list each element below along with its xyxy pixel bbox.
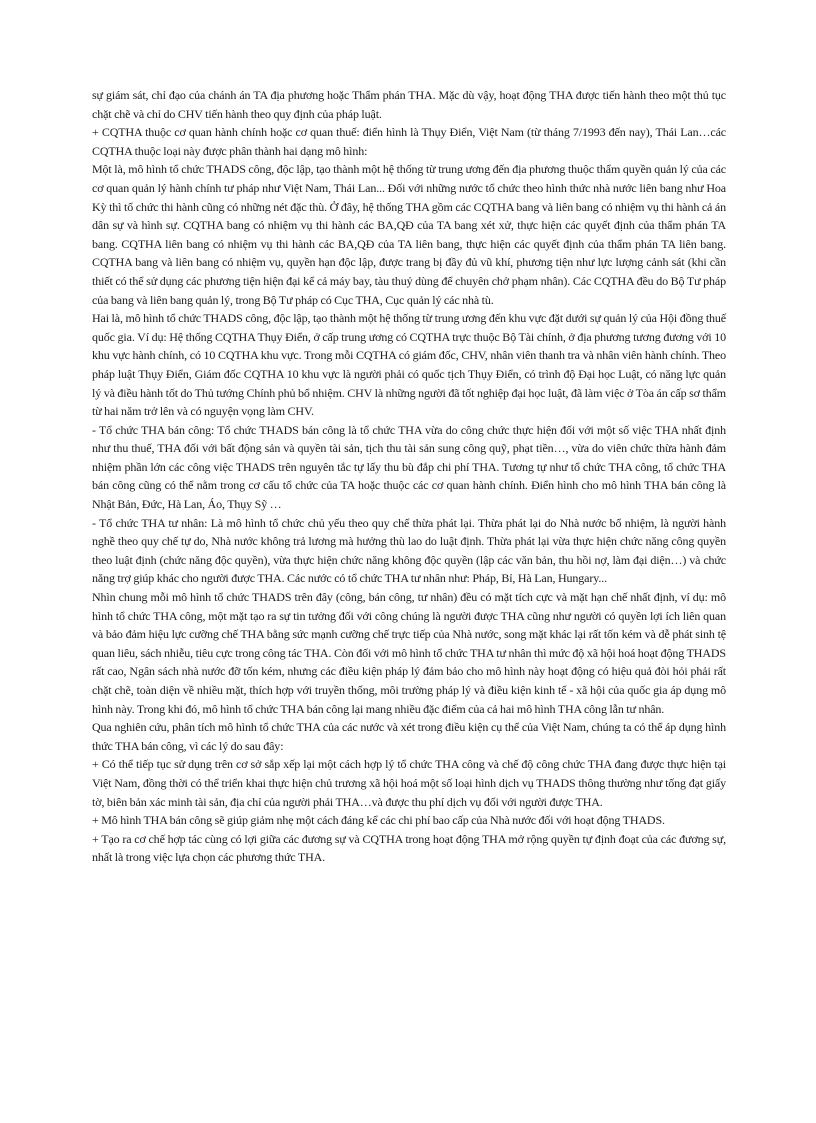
paragraph-9: + Có thể tiếp tục sử dụng trên cơ sở sắp xếp lại một cách hợp lý tổ chức THA công và chế độ công chức THA đang được thực hiện tại Việt Nam, đồng thời có thể triển khai thực hiện chủ trương xã hội hoá một số loại hình dịch vụ THADS thông thường như tống đạt giấy tờ, biên bản xác minh tài sản, địa chỉ của người phải THA…và được thu phí dịch vụ đối với người được THA.	[92, 757, 726, 809]
paragraph-1: sự giám sát, chỉ đạo của chánh án TA địa phương hoặc Thẩm phán THA. Mặc dù vậy, hoạt động THA được tiến hành theo một thủ tục chặt chẽ và chỉ do CHV tiến hành theo quy định của pháp luật.	[92, 88, 726, 121]
paragraph-11: + Tạo ra cơ chế hợp tác cùng có lợi giữa các đương sự và CQTHA trong hoạt động THA mở rộng quyền tự định đoạt của các đương sự, nhất là trong việc lựa chọn các phương thức THA.	[92, 831, 726, 865]
document-page	[92, 86, 726, 867]
paragraph-4: Hai là, mô hình tổ chức THADS công, độc lập, tạo thành một hệ thống từ trung ương đến khu vực đặt dưới sự quản lý của Hội đồng thuế quốc gia. Ví dụ: Hệ thống CQTHA Thụy Điển, ở cấp trung ương có CQTHA trực thuộc Bộ Tài chính, ở địa phương tương đương với 10 khu vực hành chính, có 10 CQTHA khu vực. Trong mỗi CQTHA có giám đốc, CHV, nhân viên thanh tra và nhân viên hành chính. Theo pháp luật Thụy Điển, Giám đốc CQTHA 10 khu vực là người phải có quốc tịch Thụy Điển, có trình độ Đại học Luật, có năng lực quản lý và điều hành tốt do Thủ tướng Chính phủ bổ nhiệm. CHV là những người đã tốt nghiệp đại học luật, đã làm việc ở Tòa án cấp sơ thẩm từ hai năm trở lên và có nguyện vọng làm CHV.	[92, 311, 726, 419]
paragraph-10: + Mô hình THA bán công sẽ giúp giảm nhẹ một cách đáng kể các chi phí bao cấp của Nhà nước đối với hoạt động THADS.	[92, 813, 665, 828]
paragraph-3: Một là, mô hình tổ chức THADS công, độc lập, tạo thành một hệ thống từ trung ương đến địa phương thuộc thẩm quyền quản lý của các cơ quan quản lý hành chính tư pháp như Việt Nam, Thái Lan... Đối với những nước tổ chức theo hình thức nhà nước liên bang như Hoa Kỳ thì tổ chức thi hành cũng có những nét đặc thù. Ở đây, hệ thống THA gồm các CQTHA bang và liên bang có nhiệm vụ thi hành cả án dân sự và hình sự. CQTHA bang có nhiệm vụ thi hành các BA,QĐ của TA bang xét xử, thực hiện các quyết định của thẩm phán TA bang. CQTHA liên bang có nhiệm vụ thi hành các BA,QĐ của TA liên bang, thực hiện các quyết định của thẩm phán TA liên bang. CQTHA bang và liên bang có nhiệm vụ, quyền hạn độc lập, được trang bị đầy đủ vũ khí, phương tiện như lực lượng cảnh sát (khi cần thiết có thể sử dụng các phương tiện hiện đại kể cả máy bay, tàu thuỷ dùng để chuyên chở phạm nhân). Các CQTHA đều do Bộ Tư pháp của bang và liên bang quản lý, trong Bộ Tư pháp có Cục THA, Cục quản lý các nhà tù.	[92, 162, 726, 307]
paragraph-2: + CQTHA thuộc cơ quan hành chính hoặc cơ quan thuế: điển hình là Thụy Điển, Việt Nam (từ tháng 7/1993 đến nay), Thái Lan…các CQTHA thuộc loại này được phân thành hai dạng mô hình:	[92, 125, 726, 158]
paragraph-8: Qua nghiên cứu, phân tích mô hình tổ chức THA của các nước và xét trong điều kiện cụ thể của Việt Nam, chúng ta có thể áp dụng hình thức THA bán công, vì các lý do sau đây:	[92, 720, 726, 753]
paragraph-6: - Tổ chức THA tư nhân: Là mô hình tổ chức chủ yếu theo quy chế thừa phát lại. Thừa phát lại do Nhà nước bổ nhiệm, là người hành nghề theo quy chế tự do, Nhà nước không trả lương mà hưởng thù lao do luật định. Thừa phát lại vừa thực hiện chức năng công quyền theo luật định (chức năng độc quyền), vừa thực hiện chức năng không độc quyền (lập các văn bản, thu hồi nợ, làm đại diện…) và chức năng trợ giúp khác cho người được THA. Các nước có tổ chức THA tư nhân như: Pháp, Bỉ, Hà Lan, Hungary...	[92, 515, 726, 586]
paragraph-5: - Tổ chức THA bán công: Tổ chức THADS bán công là tổ chức THA vừa do công chức thực hiện đối với một số việc THA nhất định như thu thuế, THA đối với bất động sản và quyền tài sản, tịch thu tài sản sung công quỹ, phạt tiền…, vừa do viên chức thừa hành đảm nhiệm phần lớn các công việc THADS trên nguyên tắc tự lấy thu bù đắp chi phí THA. Tương tự như tổ chức THA công, tổ chức THA bán công cũng có thể nằm trong cơ cấu tổ chức của TA hoặc thuộc các cơ quan hành chính. Điển hình cho mô hình THA bán công là Nhật Bản, Đức, Hà Lan, Áo, Thụy Sỹ …	[92, 422, 726, 512]
paragraph-7: Nhìn chung mỗi mô hình tổ chức THADS trên đây (công, bán công, tư nhân) đều có mặt tích cực và mặt hạn chế nhất định, ví dụ: mô hình tổ chức THA công, một mặt tạo ra sự tin tưởng đối với công chúng là người được THA cũng như người có quyền lợi ích liên quan và bảo đảm hiệu lực cưỡng chế THA bằng sức mạnh cưỡng chế trực tiếp của Nhà nước, song mặt khác lại rất tốn kém và dễ phát sinh tệ quan liêu, sách nhiễu, tiêu cực trong công tác THA. Còn đối với mô hình tổ chức THA tư nhân thì mức độ xã hội hoá hoạt động THADS rất cao, Ngân sách nhà nước đỡ tốn kém, nhưng các điều kiện pháp lý đảm bảo cho mô hình này hoạt động có hiệu quả đòi hỏi phải rất chặt chẽ, toàn diện về nhiều mặt, thích hợp với truyền thống, môi trường pháp lý và điều kiện kinh tế - xã hội của quốc gia áp dụng mô hình này. Trong khi đó, mô hình tổ chức THA bán công lại mang nhiều đặc điểm của cả hai mô hình THA công lẫn tư nhân.	[92, 590, 726, 716]
